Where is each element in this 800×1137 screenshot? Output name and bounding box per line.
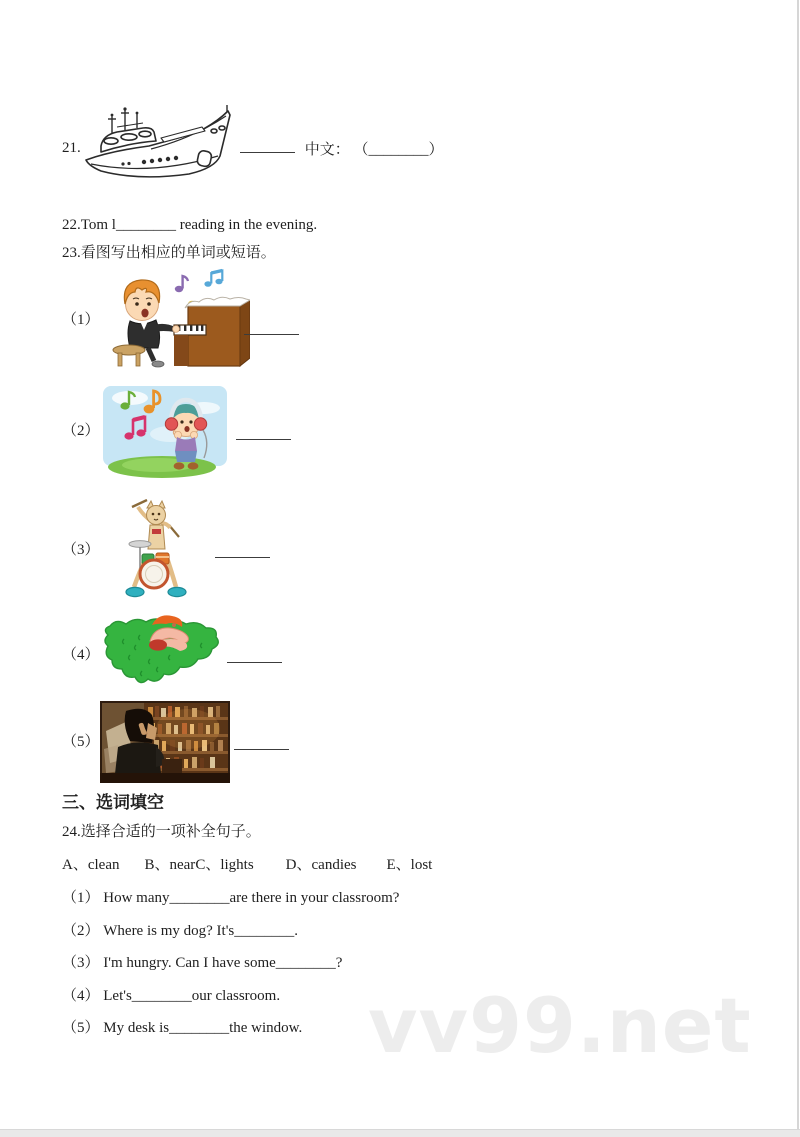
question-24-prompt: 24.选择合适的一项补全句子。: [62, 824, 261, 840]
q24-sentence-4: （4） Let's________our classroom.: [62, 987, 281, 1004]
answer-blank-23-1: [244, 332, 299, 335]
q24-sentence-2: （2） Where is my dog? It's________.: [62, 922, 299, 939]
question-22-text: 22.Tom l________ reading in the evening.: [62, 217, 318, 233]
option-d-candies: D、candies: [285, 857, 357, 873]
page-bottom-strip: [0, 1129, 800, 1137]
option-b-near: B、near: [144, 857, 196, 873]
answer-blank-21: [240, 150, 295, 153]
q24-sentence-1: （1） How many________are there in your classroom?: [62, 890, 400, 906]
question-21-number: 21.: [62, 140, 81, 156]
option-e-lost: E、lost: [386, 857, 433, 873]
boy-playing-piano-image: [100, 268, 250, 371]
q23-item-5: [62, 701, 800, 783]
answer-blank-23-4: [227, 660, 282, 663]
question-23-prompt: 23.看图写出相应的单词或短语。: [62, 245, 276, 261]
q23-item-3: [62, 499, 800, 601]
q23-item-1-number: （1）: [62, 311, 100, 328]
q24-sentence-5: （5） My desk is________the window.: [62, 1020, 303, 1036]
q23-item-2: [62, 384, 800, 478]
q23-item-4-number: （4）: [62, 646, 100, 663]
q23-item-3-number: （3）: [62, 542, 100, 558]
option-a-clean: A、clean: [62, 857, 120, 873]
yacht-image: [81, 105, 236, 192]
woman-in-library-image: [100, 701, 230, 783]
question-24-options: [62, 858, 800, 873]
question-21: [62, 105, 800, 192]
question-21-chinese-label: 中文： （________）: [304, 142, 444, 158]
option-c-lights: C、lights: [195, 857, 254, 873]
q23-item-4: [62, 613, 800, 696]
q23-item-1: [62, 268, 800, 371]
answer-blank-23-3: [215, 555, 270, 558]
section-3-title: 三、选词填空: [62, 793, 164, 812]
answer-blank-23-5: [234, 747, 289, 750]
watermark: vv99.net: [368, 981, 752, 1070]
child-listening-music-image: [100, 384, 230, 478]
q24-sentence-3: （3） I'm hungry. Can I have some________?: [62, 955, 343, 971]
q23-item-2-number: （2）: [62, 423, 100, 439]
answer-blank-23-2: [236, 437, 291, 440]
q23-item-5-number: （5）: [62, 734, 100, 750]
girl-swimming-image: [100, 613, 224, 696]
cat-playing-drums-image: [125, 499, 188, 601]
